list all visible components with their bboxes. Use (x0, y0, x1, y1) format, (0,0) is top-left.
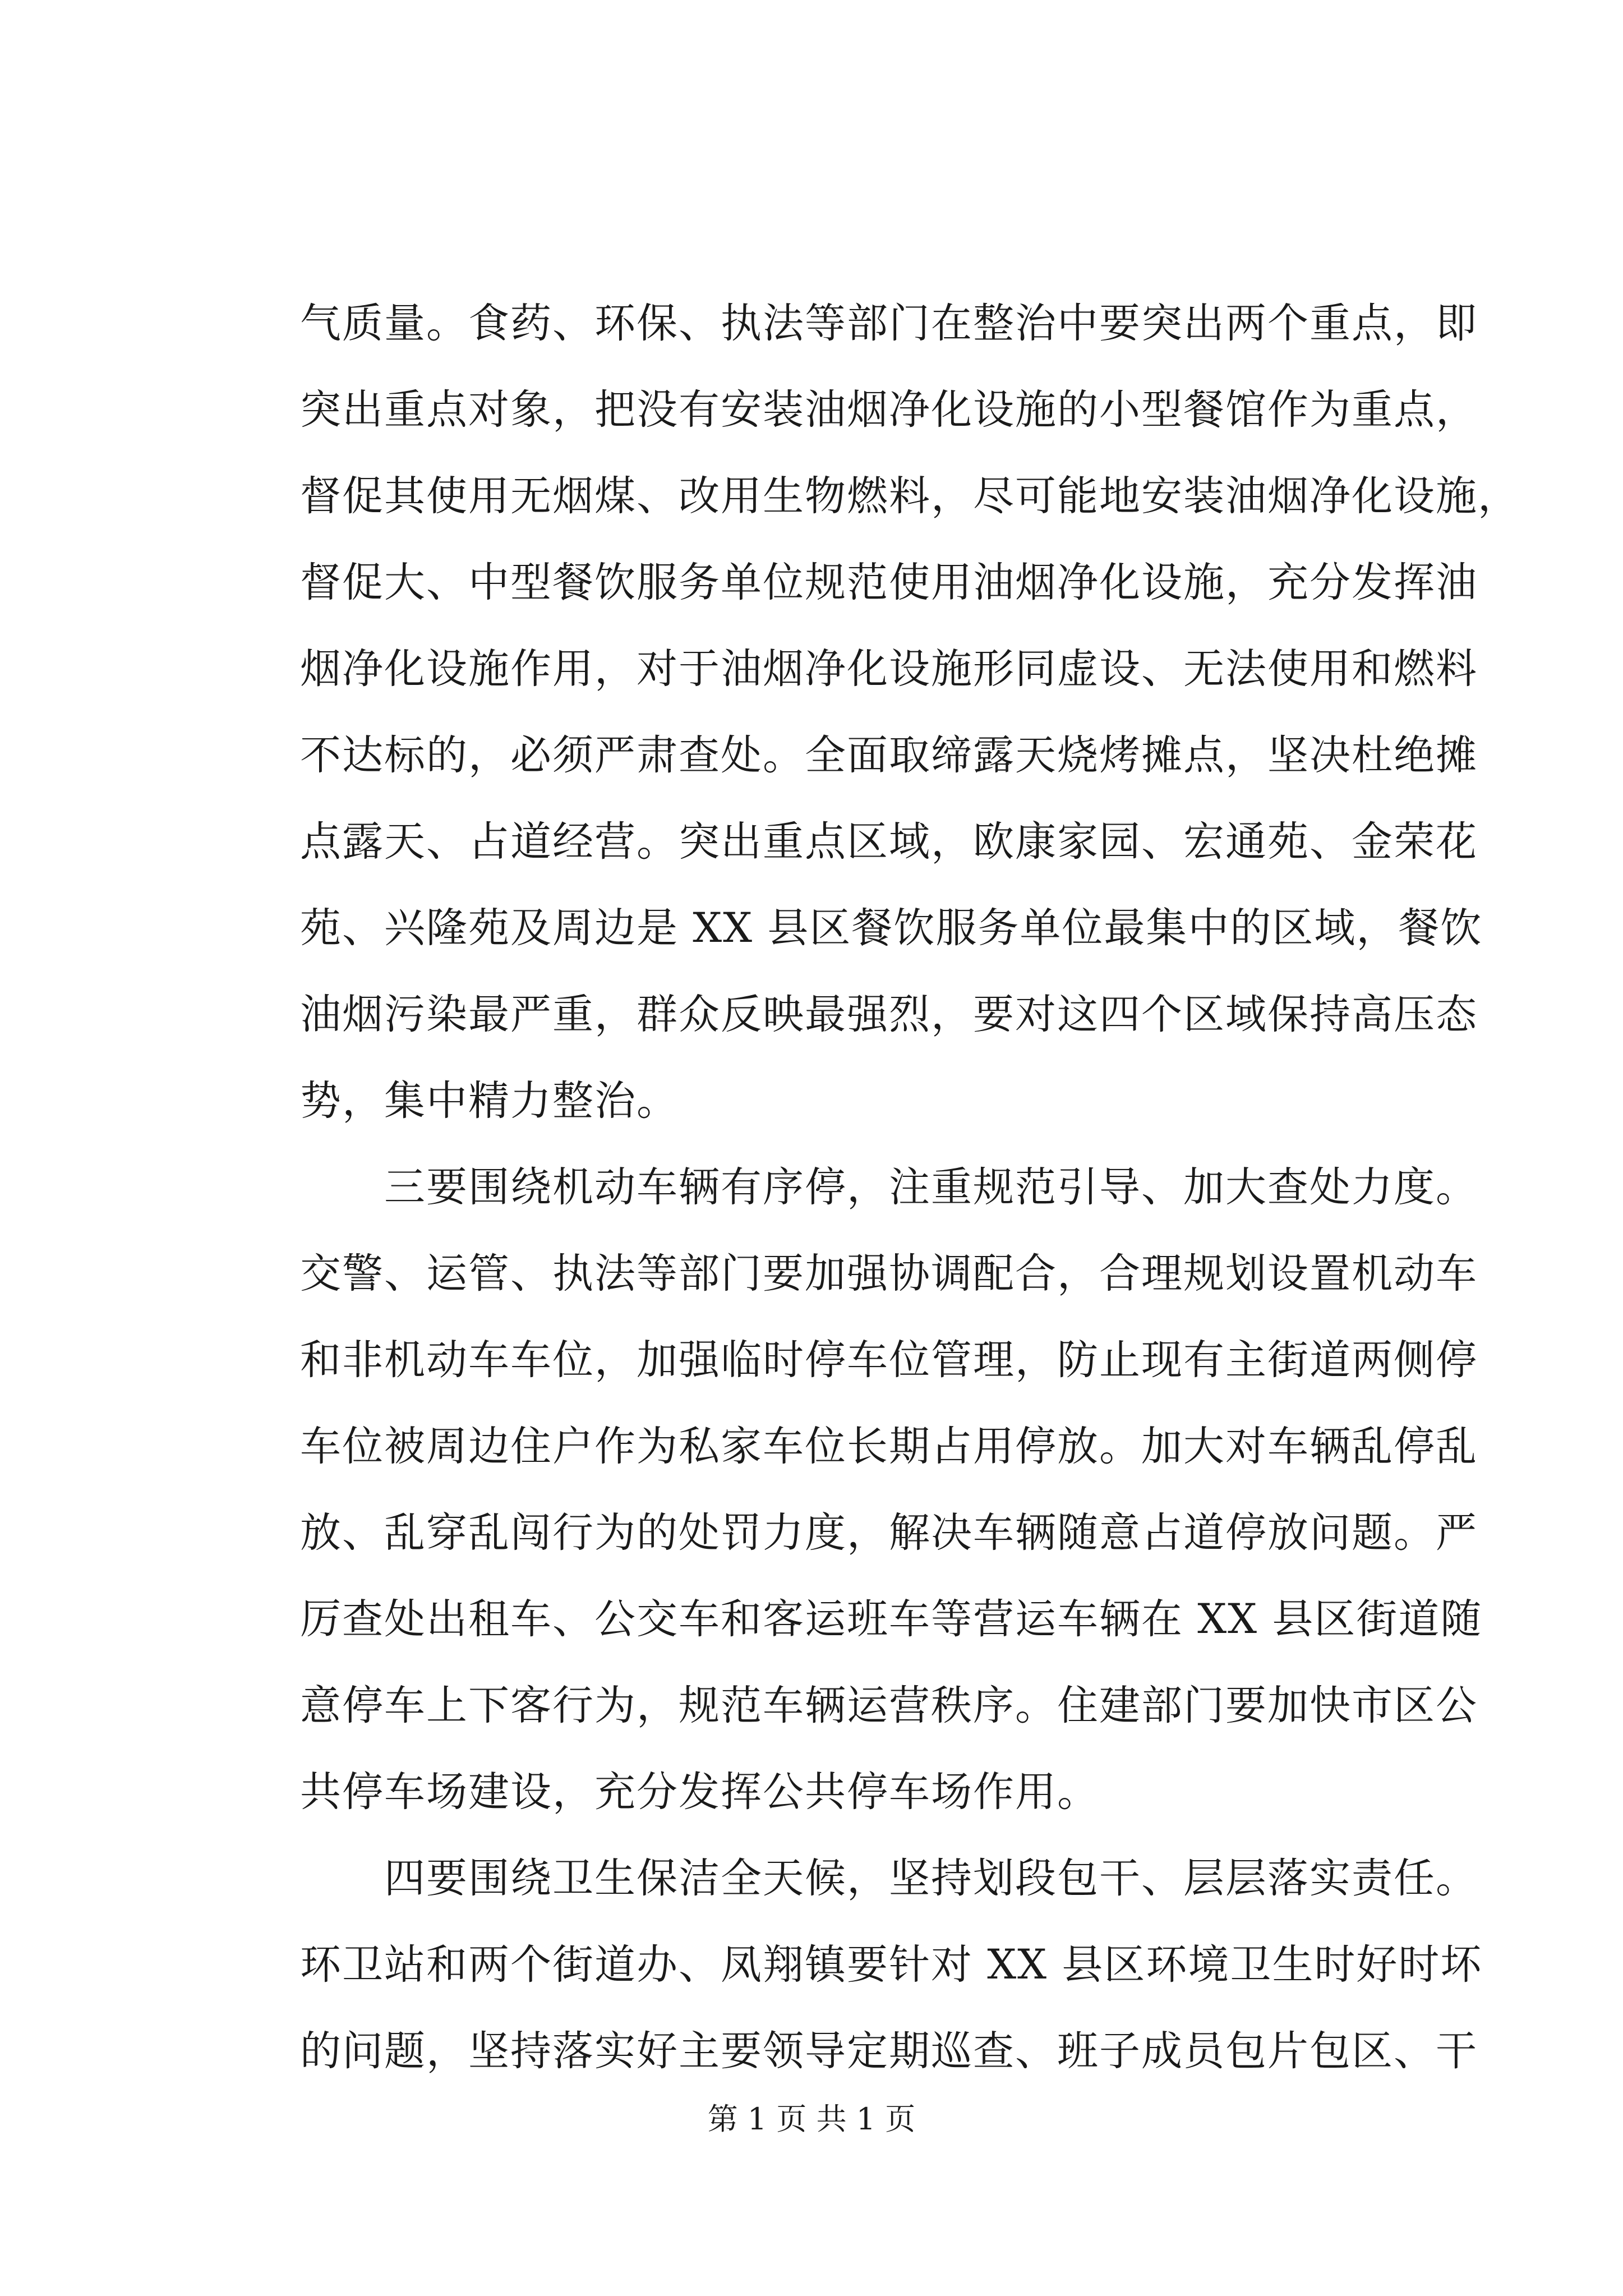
page-number: 第 1 页 共 1 页 (707, 2101, 916, 2137)
text-line: 共停车场建设，充分发挥公共停车场作用。 (300, 1768, 1099, 1816)
text-line: 不达标的，必须严肃查处。全面取缔露天烧烤摊点，坚决杜绝摊 (300, 731, 1478, 779)
text-line: 四要围绕卫生保洁全天候，坚持划段包干、层层落实责任。 (384, 1855, 1478, 1902)
text-line: 势，集中精力整治。 (300, 1077, 679, 1125)
paragraph-3 (300, 1835, 1483, 2095)
document-body (300, 280, 1520, 2095)
text-line: 苑、兴隆苑及周边是 XX 县区餐饮服务单位最集中的区域，餐饮 (300, 904, 1483, 952)
paragraph-2 (300, 1144, 1483, 1835)
text-line: 点露天、占道经营。突出重点区域，欧康家园、宏通苑、金荣花 (300, 818, 1478, 866)
text-line: 放、乱穿乱闯行为的处罚力度，解决车辆随意占道停放问题。严 (300, 1509, 1478, 1557)
text-line: 交警、运管、执法等部门要加强协调配合，合理规划设置机动车 (300, 1250, 1478, 1297)
paragraph-1 (300, 280, 1520, 1144)
text-line: 突出重点对象，把没有安装油烟净化设施的小型餐馆作为重点， (300, 386, 1478, 434)
text-line: 油烟污染最严重，群众反映最强烈，要对这四个区域保持高压态 (300, 991, 1478, 1038)
text-line: 烟净化设施作用，对于油烟净化设施形同虚设、无法使用和燃料 (300, 645, 1478, 693)
text-line: 厉查处出租车、公交车和客运班车等营运车辆在 XX 县区街道随 (300, 1595, 1483, 1643)
text-line: 督促其使用无烟煤、改用生物燃料，尽可能地安装油烟净化设施， (300, 472, 1520, 520)
text-line: 气质量。食药、环保、执法等部门在整治中要突出两个重点，即 (300, 300, 1478, 347)
text-line: 意停车上下客行为，规范车辆运营秩序。住建部门要加快市区公 (300, 1682, 1478, 1729)
text-line: 车位被周边住户作为私家车位长期占用停放。加大对车辆乱停乱 (300, 1423, 1478, 1470)
text-line: 督促大、中型餐饮服务单位规范使用油烟净化设施，充分发挥油 (300, 559, 1478, 606)
text-line: 的问题，坚持落实好主要领导定期巡查、班子成员包片包区、干 (300, 2027, 1478, 2075)
page-footer (0, 2095, 1623, 2138)
text-line: 和非机动车车位，加强临时停车位管理，防止现有主街道两侧停 (300, 1336, 1478, 1384)
text-line: 三要围绕机动车辆有序停，注重规范引导、加大查处力度。 (384, 1163, 1478, 1211)
text-line: 环卫站和两个街道办、凤翔镇要针对 XX 县区环境卫生时好时坏 (300, 1941, 1483, 1989)
